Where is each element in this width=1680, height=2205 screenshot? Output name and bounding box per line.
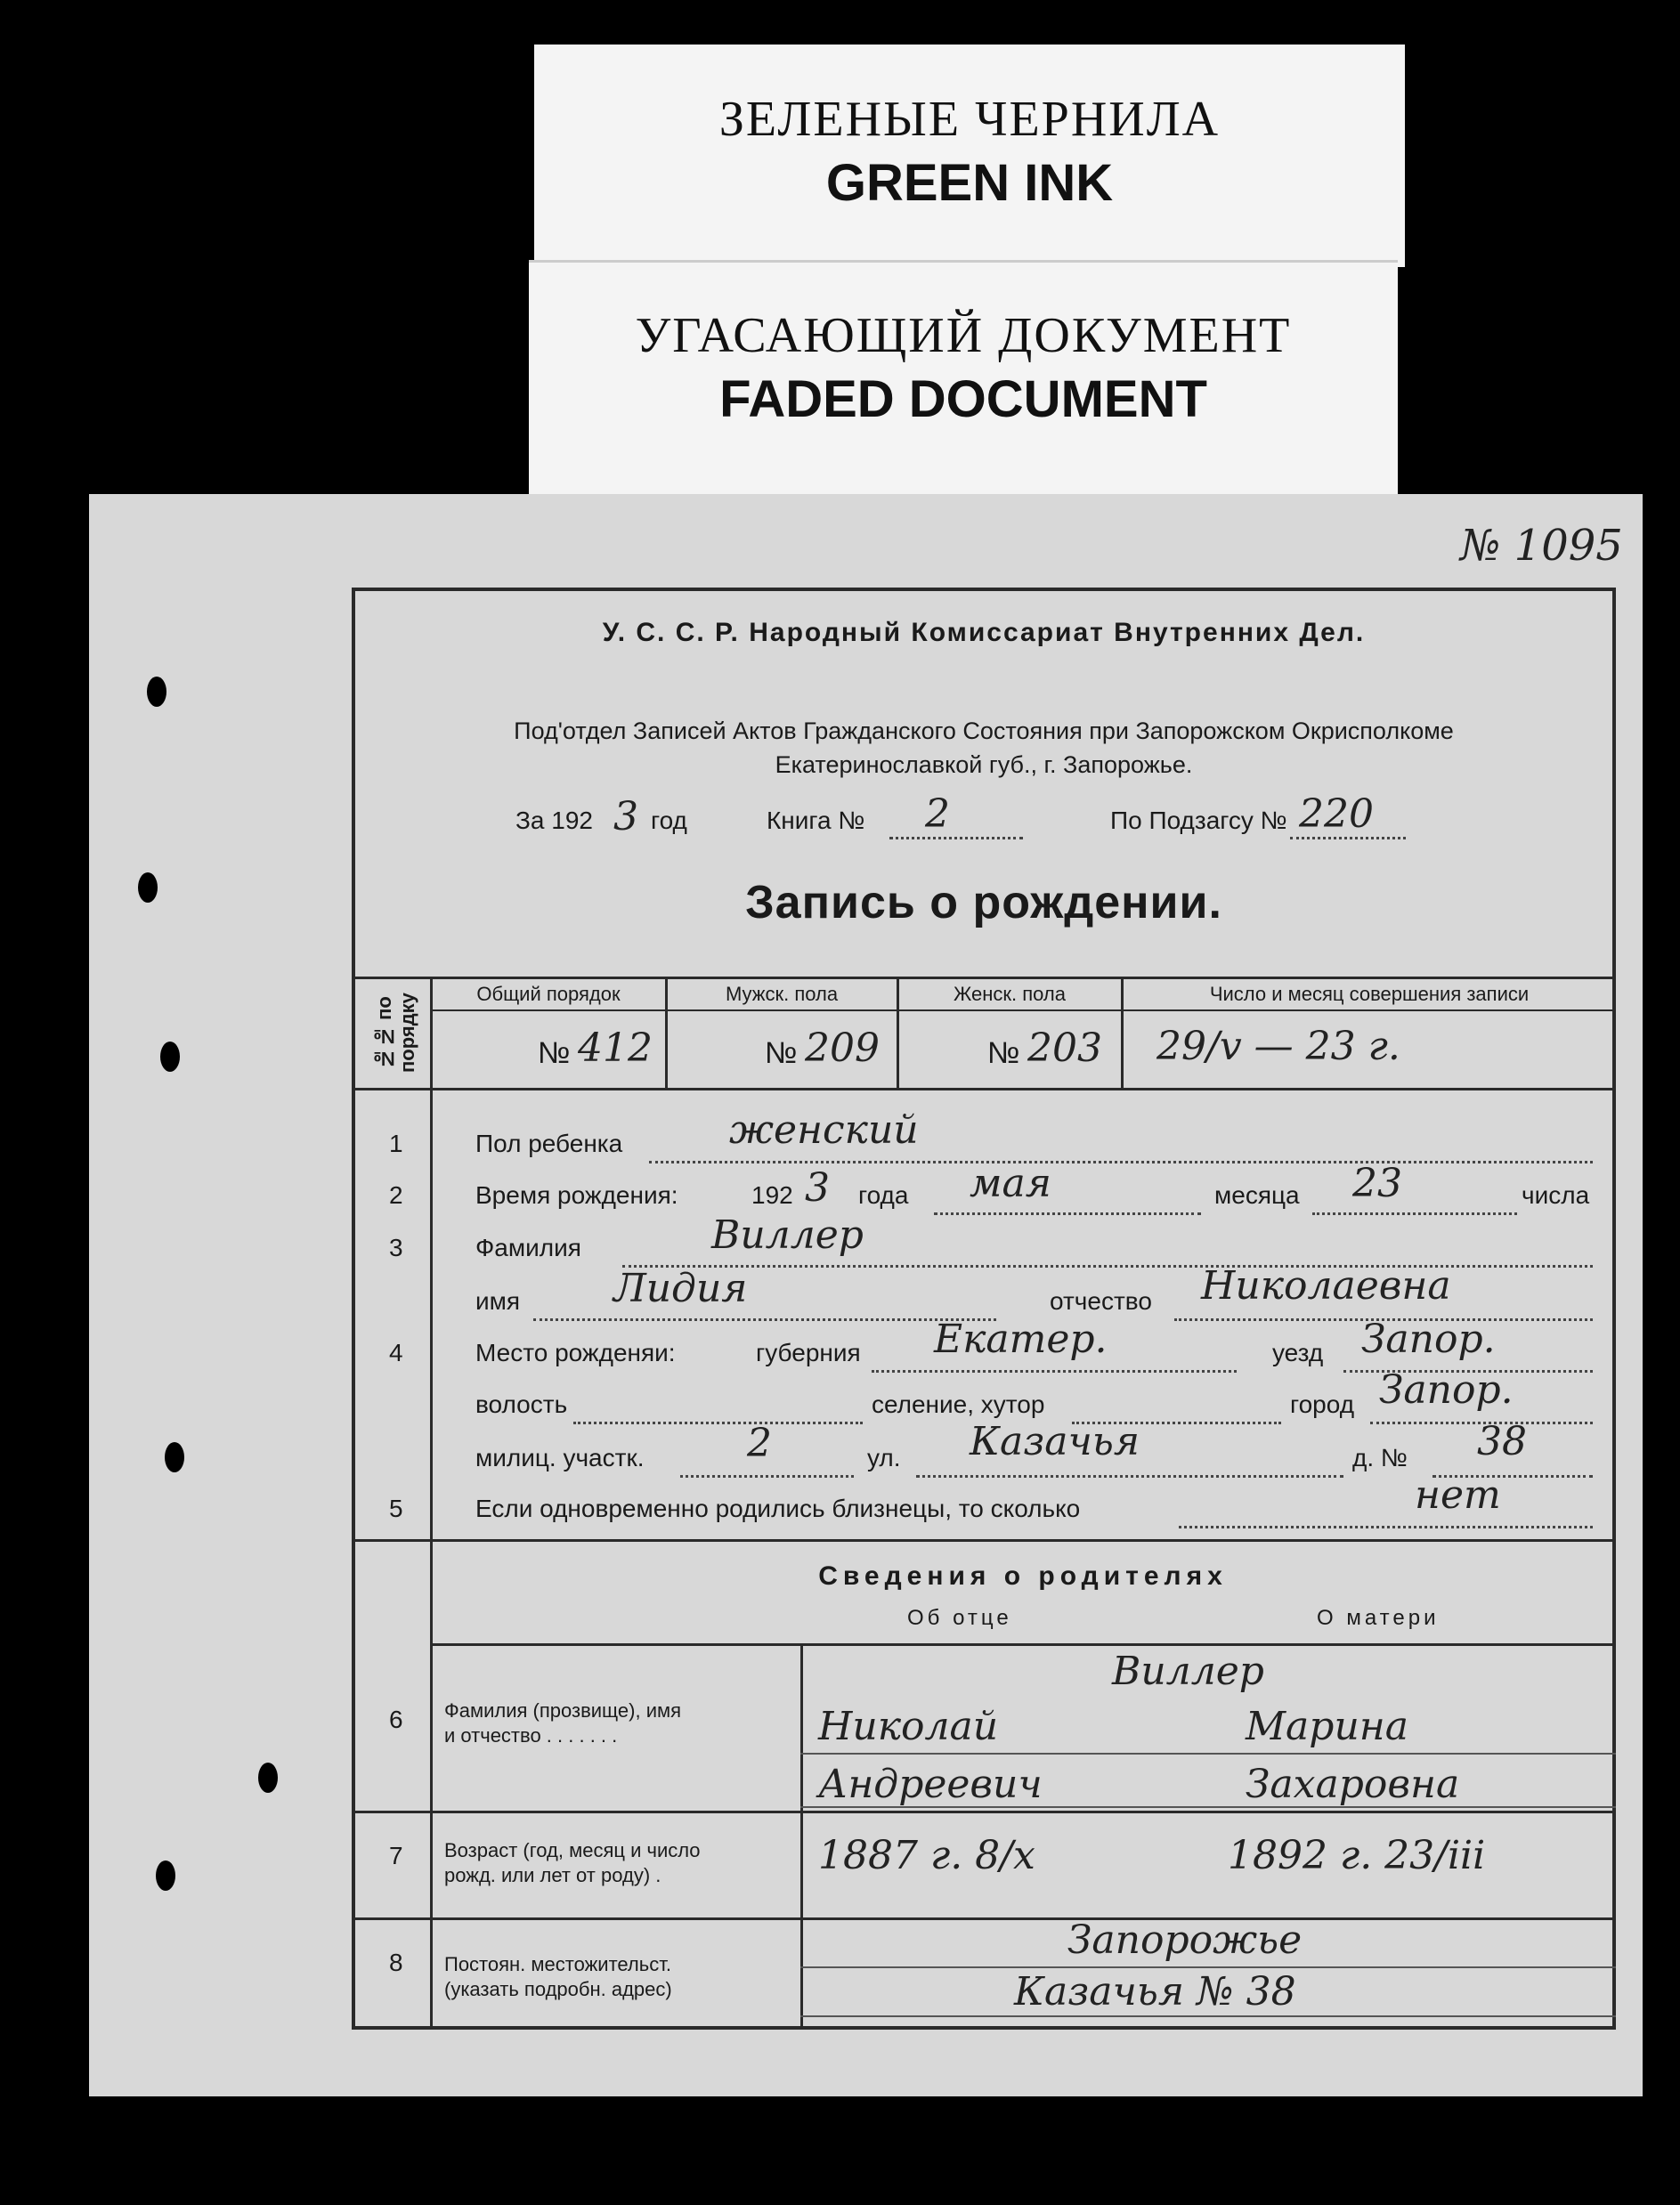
name-value: Лидия <box>613 1266 748 1311</box>
residence-city-value: Запорожье <box>1067 1917 1303 1963</box>
row-number: 1 <box>389 1130 403 1157</box>
male-count-header: Мужск. пола <box>725 983 839 1005</box>
record-date-header: Число и месяц совершения записи <box>1209 983 1530 1005</box>
faded-document-label-en: FADED DOCUMENT <box>719 370 1207 428</box>
punch-hole <box>156 1860 175 1891</box>
department-line: Под'отдел Записей Актов Гражданского Состояния при Запорожском Окрисполкоме <box>514 717 1454 744</box>
row-number: 3 <box>389 1234 403 1261</box>
name-label: имя <box>475 1287 521 1315</box>
father-patronymic-value: Андреевич <box>818 1762 1043 1807</box>
father-name-value: Николай <box>818 1704 999 1749</box>
mother-name-value: Марина <box>1246 1704 1409 1749</box>
region-line: Екатеринославкой губ., г. Запорожье. <box>775 751 1193 778</box>
patronymic-label: отчество <box>1050 1287 1152 1315</box>
male-count-value: 209 <box>805 1025 880 1071</box>
faded-document-label-card <box>529 263 1398 494</box>
book-label: Книга № <box>767 807 865 834</box>
street-label: ул. <box>867 1444 901 1471</box>
ministry-header: У. С. С. Р. Народный Комиссариат Внутренних Дел. <box>602 618 1366 647</box>
row-number: 4 <box>389 1339 403 1366</box>
punch-hole <box>165 1442 184 1472</box>
birth-record-form <box>352 588 1616 2030</box>
row-number: 7 <box>389 1842 403 1869</box>
birth-time-label: Время рождения: <box>475 1181 678 1209</box>
patronymic-value: Николаевна <box>1201 1263 1451 1309</box>
birth-month-value: мая <box>970 1161 1051 1206</box>
form-title: Запись о рождении. <box>745 877 1222 928</box>
female-count-value: 203 <box>1027 1025 1102 1071</box>
birth-year-prefix: 192 <box>751 1181 793 1209</box>
father-age-value: 1887 г. 8/x <box>818 1833 1035 1878</box>
gubernia-value: Екатер. <box>934 1317 1108 1362</box>
twins-value: нет <box>1415 1472 1501 1518</box>
gorod-label: город <box>1290 1390 1355 1418</box>
uezd-label: уезд <box>1272 1339 1324 1366</box>
record-date-value: 29/v — 23 г. <box>1157 1024 1400 1069</box>
male-count-num-sign: № <box>765 1036 798 1070</box>
militsia-label: милиц. участк. <box>475 1444 645 1471</box>
selo-label: селение, хутор <box>872 1390 1045 1418</box>
year-value: 3 <box>613 794 638 839</box>
row-number: 8 <box>389 1949 403 1976</box>
female-count-num-sign: № <box>987 1036 1020 1070</box>
child-sex-label: Пол ребенка <box>475 1130 623 1157</box>
punch-hole <box>258 1763 278 1793</box>
green-ink-label-ru: ЗЕЛЕНЫЕ ЧЕРНИЛА <box>718 92 1221 147</box>
birth-month-label: месяца <box>1214 1181 1300 1209</box>
gorod-value: Запор. <box>1379 1367 1514 1413</box>
subzags-value: 220 <box>1299 791 1374 837</box>
female-count-header: Женск. пола <box>953 983 1067 1005</box>
faded-document-label-ru: УГАСАЮЩИЙ ДОКУМЕНТ <box>635 308 1292 363</box>
militsia-value: 2 <box>747 1421 772 1466</box>
row-index-header: №№ по порядку <box>373 993 418 1074</box>
book-value: 2 <box>925 791 950 837</box>
surname-value: Виллер <box>711 1212 864 1258</box>
twins-label: Если одновременно родились близнецы, то сколько <box>475 1495 1081 1522</box>
child-sex-value: женский <box>729 1107 919 1153</box>
archive-stamp-number: № 1095 <box>1460 521 1623 571</box>
gubernia-label: губерния <box>756 1339 861 1366</box>
punch-hole <box>147 677 166 707</box>
green-ink-label-card <box>534 45 1405 267</box>
birth-year-suffix: года <box>858 1181 909 1209</box>
parent-age-label-line2: рожд. или лет от роду) . <box>444 1864 661 1886</box>
parent-name-label-line2: и отчество . . . . . . . <box>444 1724 618 1747</box>
general-order-num-sign: № <box>538 1036 571 1070</box>
parents-surname-value: Виллер <box>1112 1649 1264 1694</box>
birthplace-label: Место рожденяи: <box>475 1339 676 1366</box>
house-value: 38 <box>1477 1419 1527 1464</box>
row-number: 6 <box>389 1706 403 1733</box>
birth-day-label: числа <box>1522 1181 1590 1209</box>
father-column-header: Об отце <box>907 1606 1012 1630</box>
residence-street-value: Казачья № 38 <box>1014 1969 1296 2014</box>
surname-label: Фамилия <box>475 1234 581 1261</box>
parents-section-title: Сведения о родителях <box>818 1561 1228 1591</box>
uezd-value: Запор. <box>1361 1317 1496 1362</box>
punch-hole <box>138 872 158 903</box>
year-label: За 192 <box>515 807 593 834</box>
parent-age-label-line1: Возраст (год, месяц и число <box>444 1839 701 1861</box>
punch-hole <box>160 1042 180 1072</box>
birth-year-value: 3 <box>805 1165 830 1211</box>
green-ink-label-en: GREEN INK <box>825 154 1114 212</box>
year-suffix: год <box>651 807 687 834</box>
row-number: 5 <box>389 1495 403 1522</box>
parent-name-label-line1: Фамилия (прозвище), имя <box>444 1699 682 1722</box>
house-label: д. № <box>1352 1444 1408 1471</box>
birth-day-value: 23 <box>1352 1161 1402 1206</box>
mother-age-value: 1892 г. 23/iii <box>1228 1833 1486 1878</box>
residence-label-line2: (указать подробн. адрес) <box>444 1978 672 2000</box>
mother-column-header: О матери <box>1317 1606 1440 1630</box>
volost-label: волость <box>475 1390 568 1418</box>
subzags-label: По Подзагсу № <box>1110 807 1287 834</box>
row-number: 2 <box>389 1181 403 1209</box>
residence-label-line1: Постоян. местожительст. <box>444 1953 671 1975</box>
street-value: Казачья <box>970 1419 1140 1464</box>
mother-patronymic-value: Захаровна <box>1246 1762 1460 1807</box>
general-order-value: 412 <box>578 1025 653 1071</box>
general-order-header: Общий порядок <box>476 983 621 1005</box>
